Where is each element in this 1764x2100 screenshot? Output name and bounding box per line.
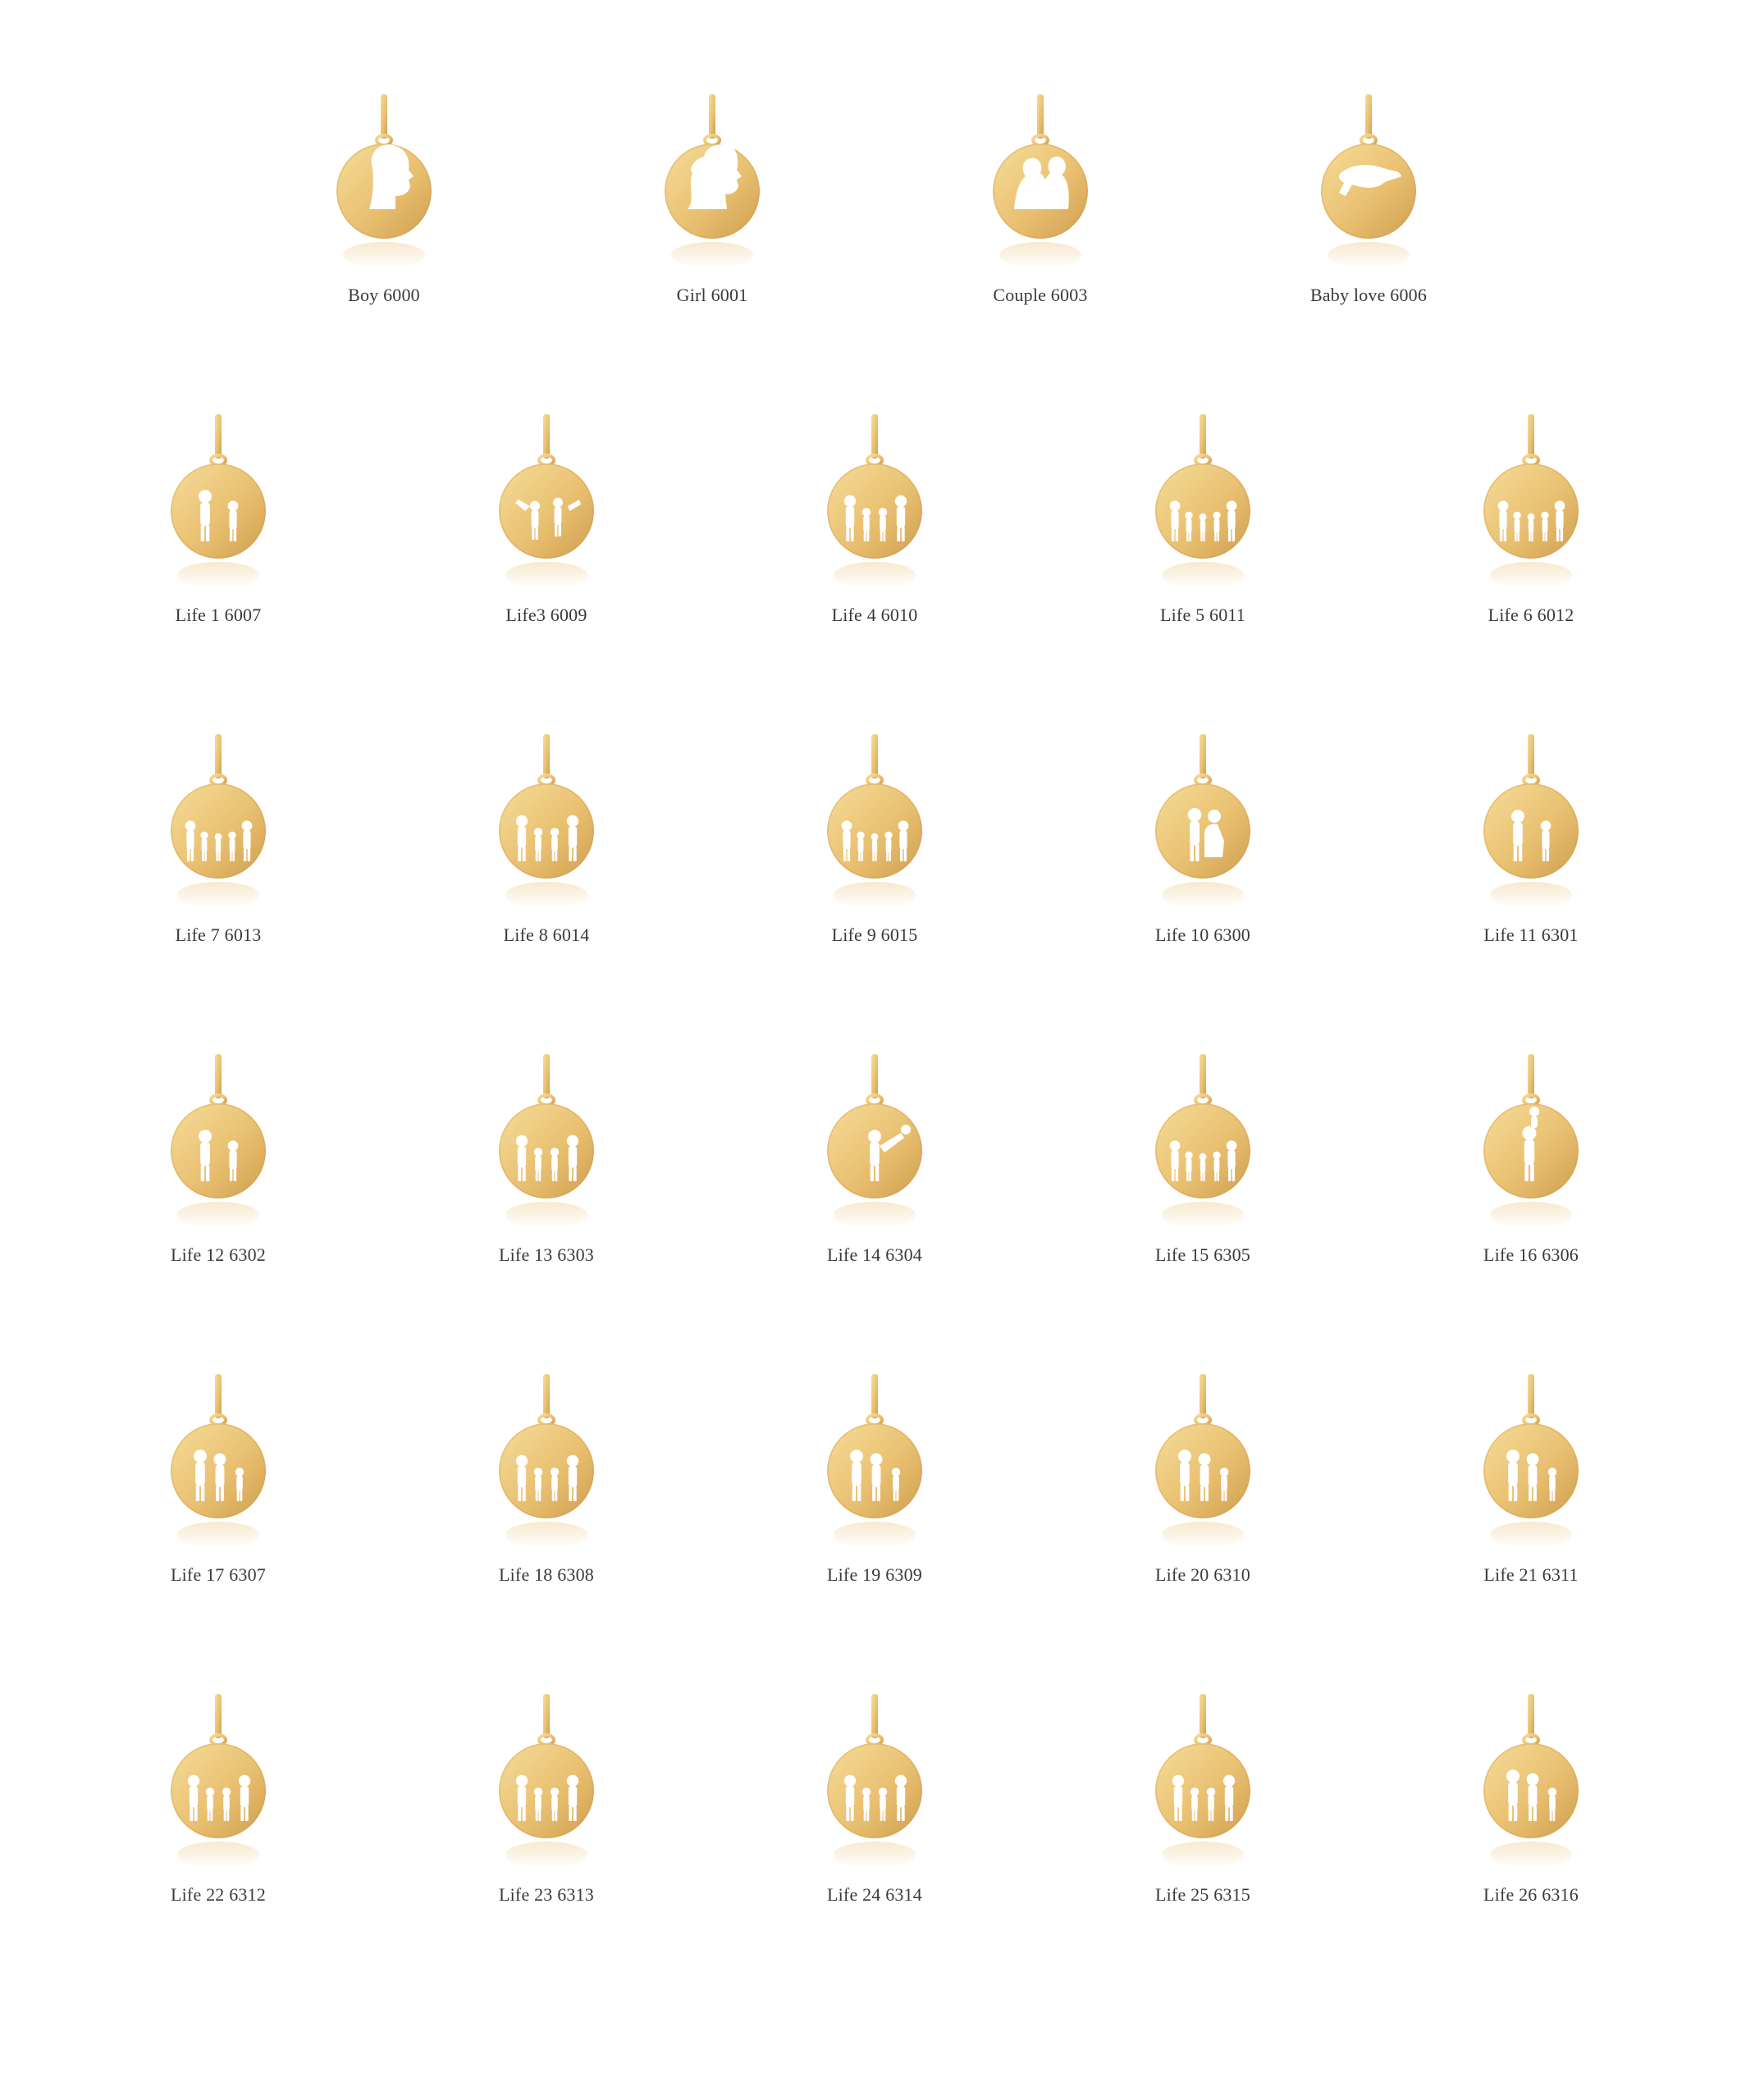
pendant-label: Life3 6009 (505, 605, 587, 625)
pendant-card[interactable] (440, 1054, 653, 1325)
life-family-pendant-icon (169, 414, 267, 628)
pendant-label: Couple 6003 (993, 285, 1088, 305)
life-family-pendant-icon (169, 1694, 267, 1907)
pendant-label: Life 11 6301 (1483, 924, 1579, 945)
pendant-card[interactable] (1424, 734, 1638, 1005)
life-family-pendant-icon (825, 1054, 924, 1267)
pendant-card[interactable] (1096, 414, 1309, 685)
life-family-pendant-icon (497, 1054, 596, 1267)
life-family-pendant-icon (1482, 1054, 1580, 1267)
pendant-label: Life 17 6307 (170, 1564, 267, 1585)
life-family-pendant-icon (1482, 414, 1580, 628)
pendant-label: Life 25 6315 (1154, 1884, 1251, 1905)
pendant-card[interactable] (1262, 94, 1475, 365)
pendant-label: Life 24 6314 (826, 1884, 923, 1905)
pendant-label: Life 13 6303 (498, 1244, 595, 1265)
life-family-pendant-icon (825, 1374, 924, 1587)
pendant-card[interactable] (934, 94, 1147, 365)
life-family-pendant-icon (169, 734, 267, 947)
pendant-card[interactable] (112, 1374, 325, 1645)
pendant-label: Life 26 6316 (1483, 1884, 1579, 1905)
pendant-card[interactable] (1096, 1374, 1309, 1645)
pendant-card[interactable] (1424, 1694, 1638, 1965)
pendant-card[interactable] (606, 94, 819, 365)
pendant-label: Boy 6000 (348, 285, 420, 305)
pendant-card[interactable] (1096, 1694, 1309, 1965)
pendant-card[interactable] (768, 1694, 981, 1965)
pendant-label: Life 18 6308 (498, 1564, 595, 1585)
pendant-card[interactable] (1096, 734, 1309, 1005)
pendant-label: Life 7 6013 (175, 924, 262, 945)
boy-profile-pendant-icon (335, 94, 433, 308)
life-family-pendant-icon (497, 414, 596, 628)
pendant-label: Life 1 6007 (175, 605, 262, 625)
pendant-card[interactable] (1424, 414, 1638, 685)
life-family-pendant-icon (825, 734, 924, 947)
pendant-label: Life 8 6014 (503, 924, 590, 945)
life-family-pendant-icon (825, 1694, 924, 1907)
life-family-pendant-icon (1482, 1374, 1580, 1587)
life-family-pendant-icon (825, 414, 924, 628)
pendant-card[interactable] (768, 1374, 981, 1645)
life-family-pendant-icon (497, 1694, 596, 1907)
pendant-label: Life 23 6313 (498, 1884, 595, 1905)
pendant-label: Baby love 6006 (1309, 285, 1428, 305)
pendant-label: Life 15 6305 (1154, 1244, 1251, 1265)
pendant-label: Life 4 6010 (831, 605, 918, 625)
pendant-label: Life 22 6312 (170, 1884, 267, 1905)
pendant-card[interactable] (112, 1054, 325, 1325)
pendant-card[interactable] (768, 414, 981, 685)
life-family-pendant-icon (1154, 734, 1252, 947)
pendant-card[interactable] (440, 1694, 653, 1965)
pendant-card[interactable] (1424, 1054, 1638, 1325)
pendant-label: Life 6 6012 (1488, 605, 1574, 625)
pendant-label: Life 5 6011 (1159, 605, 1246, 625)
pendant-label: Life 14 6304 (826, 1244, 923, 1265)
life-family-pendant-icon (169, 1054, 267, 1267)
life-family-pendant-icon (497, 1374, 596, 1587)
pendant-label: Life 12 6302 (170, 1244, 267, 1265)
life-family-pendant-icon (497, 734, 596, 947)
pendant-label: Life 21 6311 (1483, 1564, 1579, 1585)
pendant-label: Girl 6001 (676, 285, 748, 305)
pendant-card[interactable] (768, 734, 981, 1005)
life-family-pendant-icon (169, 1374, 267, 1587)
pendant-card[interactable] (440, 414, 653, 685)
life-family-pendant-icon (1482, 1694, 1580, 1907)
pendant-card[interactable] (112, 414, 325, 685)
pendant-card[interactable] (440, 734, 653, 1005)
life-family-pendant-icon (1154, 414, 1252, 628)
pendant-label: Life 19 6309 (826, 1564, 923, 1585)
pendant-card[interactable] (112, 734, 325, 1005)
pendant-card[interactable] (277, 94, 491, 365)
pendant-card[interactable] (112, 1694, 325, 1965)
life-family-pendant-icon (1482, 734, 1580, 947)
pendant-card[interactable] (768, 1054, 981, 1325)
couple-pendant-icon (991, 94, 1090, 308)
baby-love-pendant-icon (1319, 94, 1418, 308)
pendant-label: Life 20 6310 (1154, 1564, 1251, 1585)
life-family-pendant-icon (1154, 1694, 1252, 1907)
pendant-label: Life 10 6300 (1154, 924, 1251, 945)
life-family-pendant-icon (1154, 1374, 1252, 1587)
pendant-label: Life 9 6015 (831, 924, 918, 945)
life-family-pendant-icon (1154, 1054, 1252, 1267)
pendant-card[interactable] (1424, 1374, 1638, 1645)
pendant-card[interactable] (440, 1374, 653, 1645)
pendant-card[interactable] (1096, 1054, 1309, 1325)
girl-profile-pendant-icon (663, 94, 761, 308)
pendant-label: Life 16 6306 (1483, 1244, 1579, 1265)
